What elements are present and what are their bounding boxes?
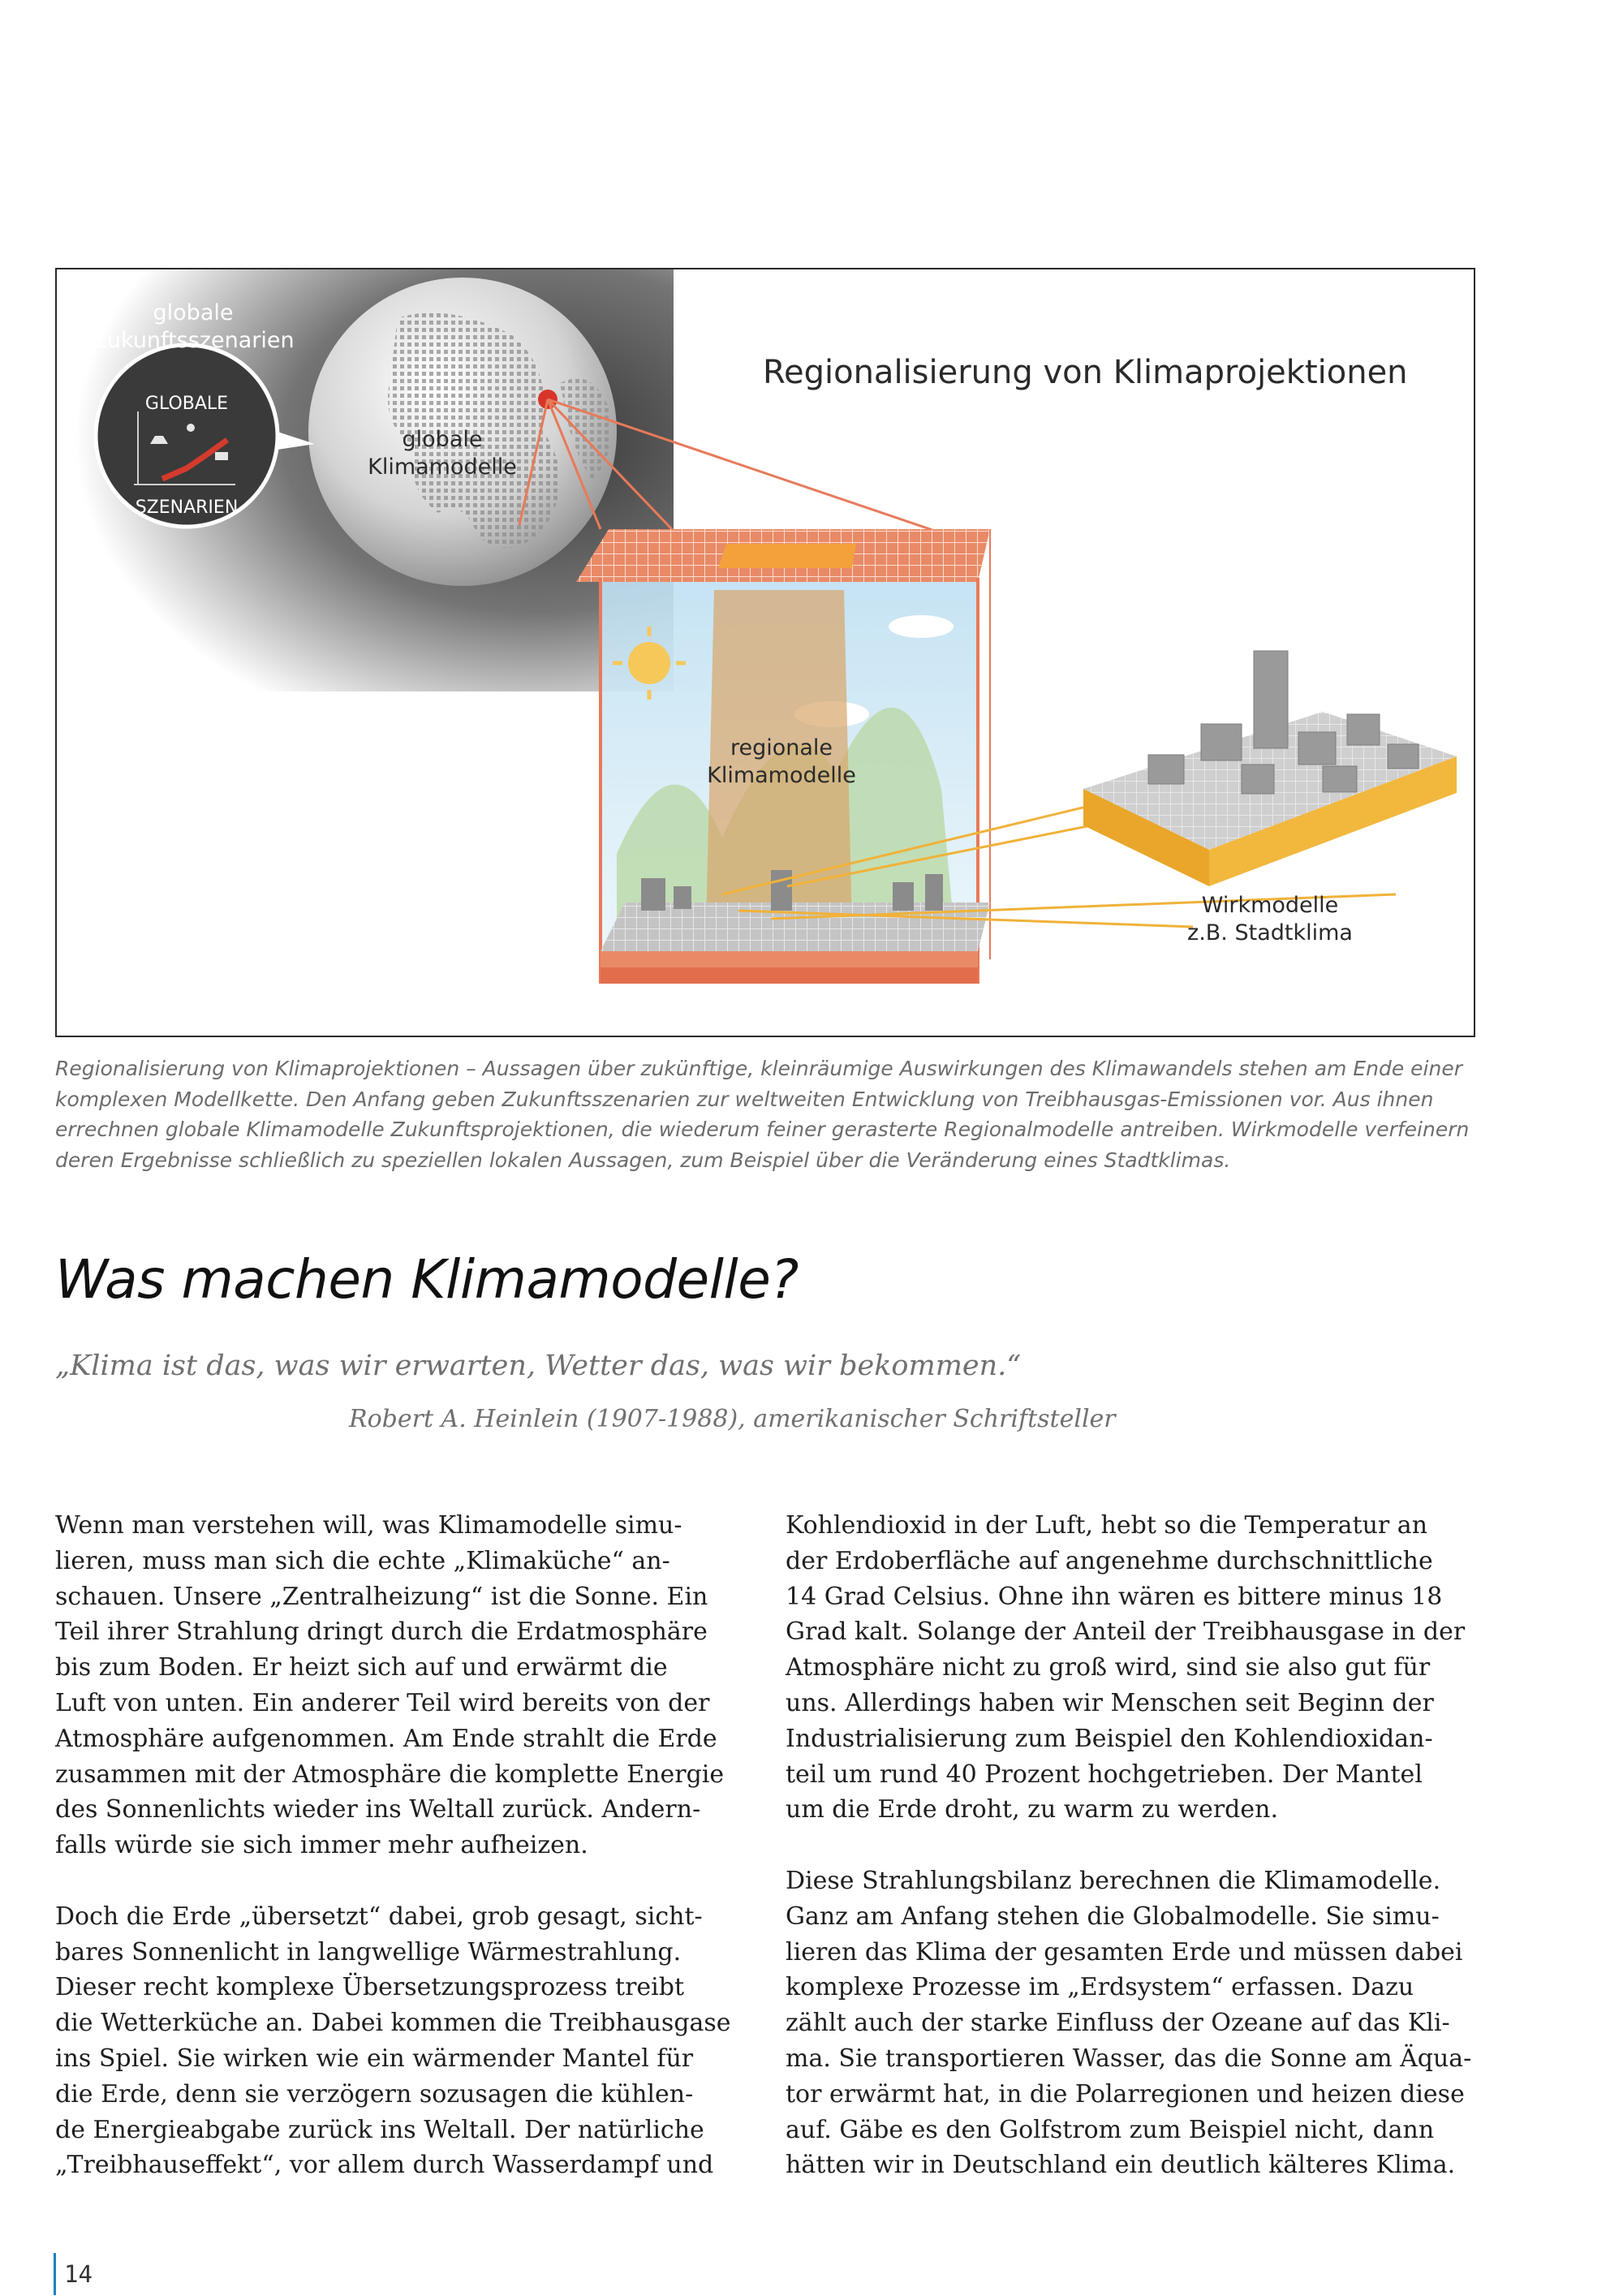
text-line: Industrialisierung zum Beispiel den Kohlendioxidan- [786,1724,1433,1753]
text-line: bares Sonnenlicht in langwellige Wärmestrahlung. [55,1937,682,1966]
label-impact-models-2: z.B. Stadtklima [1187,920,1353,946]
city-model [1083,651,1457,946]
regional-model-box [576,529,990,984]
text-line: um die Erde droht, zu warm zu werden. [786,1795,1278,1824]
text-line: schauen. Unsere „Zentralheizung“ ist die Sonne. Ein [55,1582,708,1611]
text-line: Atmosphäre aufgenommen. Am Ende strahlt die Erde [55,1724,717,1753]
text-line: auf. Gäbe es den Golfstrom zum Beispiel nicht, dann [786,2115,1435,2144]
text-line: teil um rund 40 Prozent hochgetrieben. Der Mantel [786,1760,1423,1789]
inset-top-label: GLOBALE [144,394,229,414]
text-line: hätten wir in Deutschland ein deutlich kälteres Klima. [786,2151,1456,2180]
text-line: zusammen mit der Atmosphäre die komplette Energie [55,1760,725,1789]
paragraph [786,1863,1483,2183]
text-line: der Erdoberfläche auf angenehme durchschnittliche [786,1546,1433,1575]
label-global-models-2: Klimamodelle [368,454,517,480]
text-line: „Treibhauseffekt“, vor allem durch Wasserdampf und [55,2151,714,2180]
text-line: die Wetterküche an. Dabei kommen die Treibhausgase [55,2009,731,2038]
text-line: Luft von unten. Ein anderer Teil wird bereits von der [55,1688,710,1717]
figure-title: Regionalisierung von Klimaprojektionen [763,354,1408,391]
text-line: Grad kalt. Solange der Anteil der Treibhausgase in der [786,1618,1466,1647]
figure-caption [55,1053,1483,1175]
label-global-scenarios-1: globale [153,300,234,325]
text-line: die Erde, denn sie verzögern sozusagen die kühlen- [55,2079,694,2109]
paragraph [786,1508,1483,1828]
paragraph [55,1899,753,2183]
text-line: falls würde sie sich immer mehr aufheizen. [55,1831,588,1860]
text-line: Teil ihrer Strahlung dringt durch die Erdatmosphäre [55,1618,708,1647]
text-line: Diese Strahlungsbilanz berechnen die Klimamodelle. [786,1866,1441,1895]
text-line: Atmosphäre nicht zu groß wird, sind sie also gut für [786,1653,1431,1682]
text-line: Kohlendioxid in der Luft, hebt so die Temperatur an [786,1511,1428,1540]
caption-line: Regionalisierung von Klimaprojektionen – Aussagen über zukünftige, kleinräumige Auswirkungen des Klimawandels stehen am Ende einer [55,1057,1463,1080]
label-regional-models-1: regionale [730,735,833,760]
text-line: Ganz am Anfang stehen die Globalmodelle. Sie simu- [786,1902,1440,1931]
text-line: 14 Grad Celsius. Ohne ihn wären es bittere minus 18 [786,1582,1443,1611]
body-column-left [55,1508,753,2183]
label-impact-models-1: Wirkmodelle [1201,893,1339,918]
text-line: tor erwärmt hat, in die Polarregionen und heizen diese [786,2079,1465,2109]
label-global-scenarios-2: Zukunftsszenarien [92,328,295,353]
text-line: Dieser recht komplexe Übersetzungsprozess treibt [55,1973,685,2002]
text-line: de Energieabgabe zurück ins Weltall. Der natürliche [55,2115,704,2144]
body-column-right [786,1508,1483,2183]
paragraph [55,1508,753,1863]
caption-line: deren Ergebnisse schließlich zu speziellen lokalen Aussagen, zum Beispiel über die Veränderung eines Stadtklimas. [55,1148,1231,1172]
text-line: ins Spiel. Sie wirken wie ein wärmender Mantel für [55,2044,694,2073]
text-line: des Sonnenlichts wieder ins Weltall zurück. Andern- [55,1795,701,1824]
text-line: komplexe Prozesse im „Erdsystem“ erfassen. Dazu [786,1973,1414,2002]
figure-regionalisierung [55,268,1475,1037]
text-line: lieren das Klima der gesamten Erde und müssen dabei [786,1937,1463,1966]
label-global-models-1: globale [402,427,483,452]
text-line: Doch die Erde „übersetzt“ dabei, grob gesagt, sicht- [55,1902,703,1931]
caption-line: errechnen globale Klimamodelle Zukunftsprojektionen, die wiederum feiner gerasterte Regionalmodelle antreiben. Wirkmodelle verfeinern [55,1118,1470,1141]
quote: „Klima ist das, was wir erwarten, Wetter das, was wir bekommen.“ [55,1350,1022,1382]
inset-bottom-label: SZENARIEN [135,498,239,518]
page-number: 14 [54,2253,93,2295]
text-line: lieren, muss man sich die echte „Klimaküche“ an- [55,1546,670,1575]
text-line: Wenn man verstehen will, was Klimamodelle simu- [55,1511,682,1540]
label-regional-models-2: Klimamodelle [707,763,856,788]
caption-line: komplexen Modellkette. Den Anfang geben Zukunftsszenarien zur weltweiten Entwicklung von Treibhausgas-Emissionen vor. Aus ihnen [55,1087,1434,1111]
article-title: Was machen Klimamodelle? [55,1248,799,1311]
figure-illustration [57,269,1474,1036]
text-line: uns. Allerdings haben wir Menschen seit Beginn der [786,1688,1434,1717]
text-line: bis zum Boden. Er heizt sich auf und erwärmt die [55,1653,668,1682]
quote-author: Robert A. Heinlein (1907-1988), amerikanischer Schriftsteller [349,1405,1116,1433]
text-line: ma. Sie transportieren Wasser, das die Sonne am Äqua- [786,2044,1472,2073]
text-line: zählt auch der starke Einfluss der Ozeane auf das Kli- [786,2009,1450,2038]
